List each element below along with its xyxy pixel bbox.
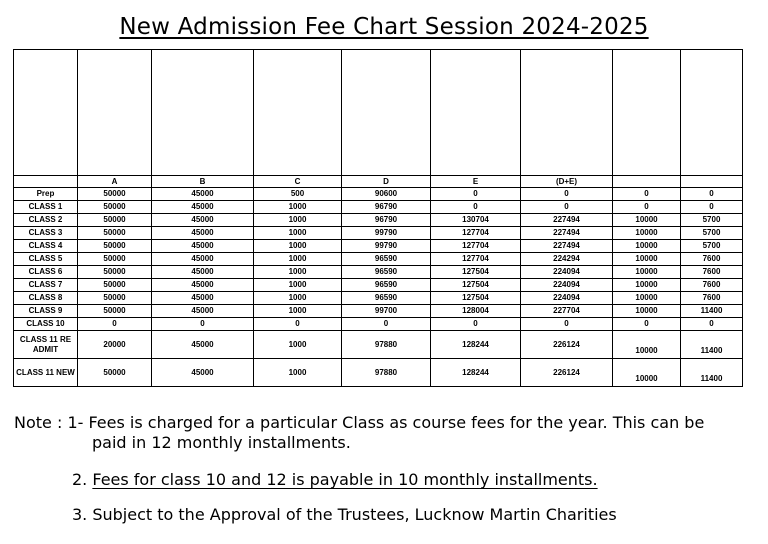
fee-cell: 1000 <box>254 266 342 279</box>
blank-cell <box>152 50 254 176</box>
fee-cell: 128244 <box>431 359 521 387</box>
fee-cell: 99700 <box>342 305 431 318</box>
fee-cell: 90600 <box>342 188 431 201</box>
fee-cell: 10000 <box>613 305 681 318</box>
fee-cell: 50000 <box>78 188 152 201</box>
fee-cell: 0 <box>431 188 521 201</box>
fee-cell: 45000 <box>152 331 254 359</box>
table-row <box>14 266 743 279</box>
note-1-continuation: paid in 12 monthly installments. <box>92 433 351 452</box>
fee-cell: 10000 <box>613 331 681 359</box>
note-3: 3. Subject to the Approval of the Trustees, Lucknow Martin Charities <box>72 505 617 524</box>
fee-cell: 10000 <box>613 266 681 279</box>
column-header <box>14 176 78 188</box>
table-row <box>14 253 743 266</box>
note-2-number: 2. <box>72 470 88 489</box>
note-2 <box>72 470 598 490</box>
fee-cell: 0 <box>681 318 743 331</box>
fee-cell: 50000 <box>78 266 152 279</box>
fee-cell: 226124 <box>521 331 613 359</box>
row-label: CLASS 8 <box>14 292 78 305</box>
fee-cell: 224094 <box>521 279 613 292</box>
fee-cell: 128004 <box>431 305 521 318</box>
column-header: E <box>431 176 521 188</box>
fee-cell: 11400 <box>681 359 743 387</box>
row-label: CLASS 11 RE ADMIT <box>14 331 78 359</box>
fee-cell: 227494 <box>521 240 613 253</box>
fee-cell: 0 <box>342 318 431 331</box>
fee-cell: 45000 <box>152 214 254 227</box>
column-header: (D+E) <box>521 176 613 188</box>
fee-cell: 5700 <box>681 240 743 253</box>
row-label: CLASS 9 <box>14 305 78 318</box>
column-header: C <box>254 176 342 188</box>
fee-cell: 7600 <box>681 253 743 266</box>
fee-cell: 96590 <box>342 279 431 292</box>
fee-cell: 0 <box>431 318 521 331</box>
table-row <box>14 305 743 318</box>
row-label: CLASS 11 NEW <box>14 359 78 387</box>
fee-cell: 50000 <box>78 359 152 387</box>
fee-cell: 227494 <box>521 214 613 227</box>
fee-cell: 96590 <box>342 266 431 279</box>
fee-cell: 50000 <box>78 279 152 292</box>
note-1-text: Note : 1- Fees is charged for a particular Class as course fees for the year. This can be <box>14 413 705 432</box>
note-1 <box>14 413 754 453</box>
fee-cell: 96790 <box>342 214 431 227</box>
fee-cell: 7600 <box>681 279 743 292</box>
fee-cell: 10000 <box>613 214 681 227</box>
fee-cell: 227704 <box>521 305 613 318</box>
fee-cell: 130704 <box>431 214 521 227</box>
fee-cell: 96590 <box>342 253 431 266</box>
fee-cell: 127504 <box>431 279 521 292</box>
blank-cell <box>14 50 78 176</box>
fee-cell: 1000 <box>254 227 342 240</box>
row-label: CLASS 7 <box>14 279 78 292</box>
fee-cell: 45000 <box>152 359 254 387</box>
fee-cell: 97880 <box>342 359 431 387</box>
fee-cell: 227494 <box>521 227 613 240</box>
fee-cell: 0 <box>681 188 743 201</box>
fee-cell: 0 <box>681 201 743 214</box>
fee-cell: 5700 <box>681 227 743 240</box>
fee-cell: 128244 <box>431 331 521 359</box>
fee-cell: 5700 <box>681 214 743 227</box>
note-2-text: Fees for class 10 and 12 is payable in 10 monthly installments. <box>92 470 598 489</box>
fee-cell: 224294 <box>521 253 613 266</box>
fee-cell: 10000 <box>613 240 681 253</box>
table-row <box>14 292 743 305</box>
row-label: Prep <box>14 188 78 201</box>
fee-cell: 127504 <box>431 292 521 305</box>
fee-cell: 0 <box>521 188 613 201</box>
fee-table <box>13 49 743 387</box>
fee-cell: 45000 <box>152 292 254 305</box>
blank-cell <box>431 50 521 176</box>
blank-cell <box>254 50 342 176</box>
row-label: CLASS 4 <box>14 240 78 253</box>
fee-cell: 1000 <box>254 331 342 359</box>
fee-cell: 45000 <box>152 188 254 201</box>
fee-cell: 1000 <box>254 292 342 305</box>
table-row <box>14 318 743 331</box>
fee-cell: 500 <box>254 188 342 201</box>
fee-cell: 50000 <box>78 227 152 240</box>
column-header: B <box>152 176 254 188</box>
fee-cell: 20000 <box>78 331 152 359</box>
table-row <box>14 227 743 240</box>
fee-cell: 96590 <box>342 292 431 305</box>
column-header-row <box>14 176 743 188</box>
fee-cell: 127704 <box>431 240 521 253</box>
blank-cell <box>613 50 681 176</box>
fee-cell: 45000 <box>152 305 254 318</box>
fee-cell: 0 <box>613 318 681 331</box>
column-header: D <box>342 176 431 188</box>
blank-header-row <box>14 50 743 176</box>
fee-cell: 0 <box>613 188 681 201</box>
fee-cell: 127704 <box>431 227 521 240</box>
fee-cell: 10000 <box>613 227 681 240</box>
row-label: CLASS 5 <box>14 253 78 266</box>
column-header <box>681 176 743 188</box>
blank-cell <box>342 50 431 176</box>
fee-cell: 0 <box>254 318 342 331</box>
table-row <box>14 359 743 387</box>
fee-cell: 10000 <box>613 292 681 305</box>
fee-cell: 45000 <box>152 240 254 253</box>
fee-cell: 7600 <box>681 266 743 279</box>
fee-cell: 0 <box>431 201 521 214</box>
fee-cell: 0 <box>152 318 254 331</box>
fee-cell: 96790 <box>342 201 431 214</box>
page-title <box>0 14 768 40</box>
fee-cell: 1000 <box>254 214 342 227</box>
fee-cell: 224094 <box>521 292 613 305</box>
fee-cell: 45000 <box>152 227 254 240</box>
fee-cell: 97880 <box>342 331 431 359</box>
fee-cell: 0 <box>521 318 613 331</box>
blank-cell <box>681 50 743 176</box>
fee-cell: 45000 <box>152 266 254 279</box>
fee-cell: 1000 <box>254 279 342 292</box>
fee-cell: 1000 <box>254 305 342 318</box>
row-label: CLASS 2 <box>14 214 78 227</box>
column-header: A <box>78 176 152 188</box>
table-row <box>14 214 743 227</box>
fee-cell: 11400 <box>681 331 743 359</box>
table-row <box>14 188 743 201</box>
fee-cell: 1000 <box>254 359 342 387</box>
notes-section <box>14 413 754 524</box>
table-row <box>14 240 743 253</box>
fee-cell: 99790 <box>342 240 431 253</box>
fee-cell: 226124 <box>521 359 613 387</box>
table-row <box>14 331 743 359</box>
fee-cell: 127504 <box>431 266 521 279</box>
row-label: CLASS 6 <box>14 266 78 279</box>
fee-cell: 224094 <box>521 266 613 279</box>
fee-cell: 127704 <box>431 253 521 266</box>
fee-cell: 10000 <box>613 359 681 387</box>
fee-cell: 45000 <box>152 253 254 266</box>
blank-cell <box>521 50 613 176</box>
row-label: CLASS 3 <box>14 227 78 240</box>
fee-cell: 50000 <box>78 240 152 253</box>
fee-cell: 50000 <box>78 201 152 214</box>
page-title-text: New Admission Fee Chart Session 2024-2025 <box>119 14 649 40</box>
fee-cell: 1000 <box>254 240 342 253</box>
fee-cell: 99790 <box>342 227 431 240</box>
fee-cell: 1000 <box>254 253 342 266</box>
row-label: CLASS 10 <box>14 318 78 331</box>
table-row <box>14 279 743 292</box>
fee-cell: 10000 <box>613 253 681 266</box>
table-row <box>14 201 743 214</box>
fee-cell: 10000 <box>613 279 681 292</box>
fee-cell: 7600 <box>681 292 743 305</box>
fee-cell: 45000 <box>152 279 254 292</box>
fee-cell: 50000 <box>78 305 152 318</box>
blank-cell <box>78 50 152 176</box>
fee-cell: 0 <box>521 201 613 214</box>
row-label: CLASS 1 <box>14 201 78 214</box>
fee-cell: 50000 <box>78 214 152 227</box>
column-header <box>613 176 681 188</box>
fee-cell: 1000 <box>254 201 342 214</box>
fee-cell: 0 <box>613 201 681 214</box>
fee-cell: 50000 <box>78 253 152 266</box>
fee-cell: 0 <box>78 318 152 331</box>
fee-cell: 50000 <box>78 292 152 305</box>
fee-cell: 45000 <box>152 201 254 214</box>
fee-cell: 11400 <box>681 305 743 318</box>
